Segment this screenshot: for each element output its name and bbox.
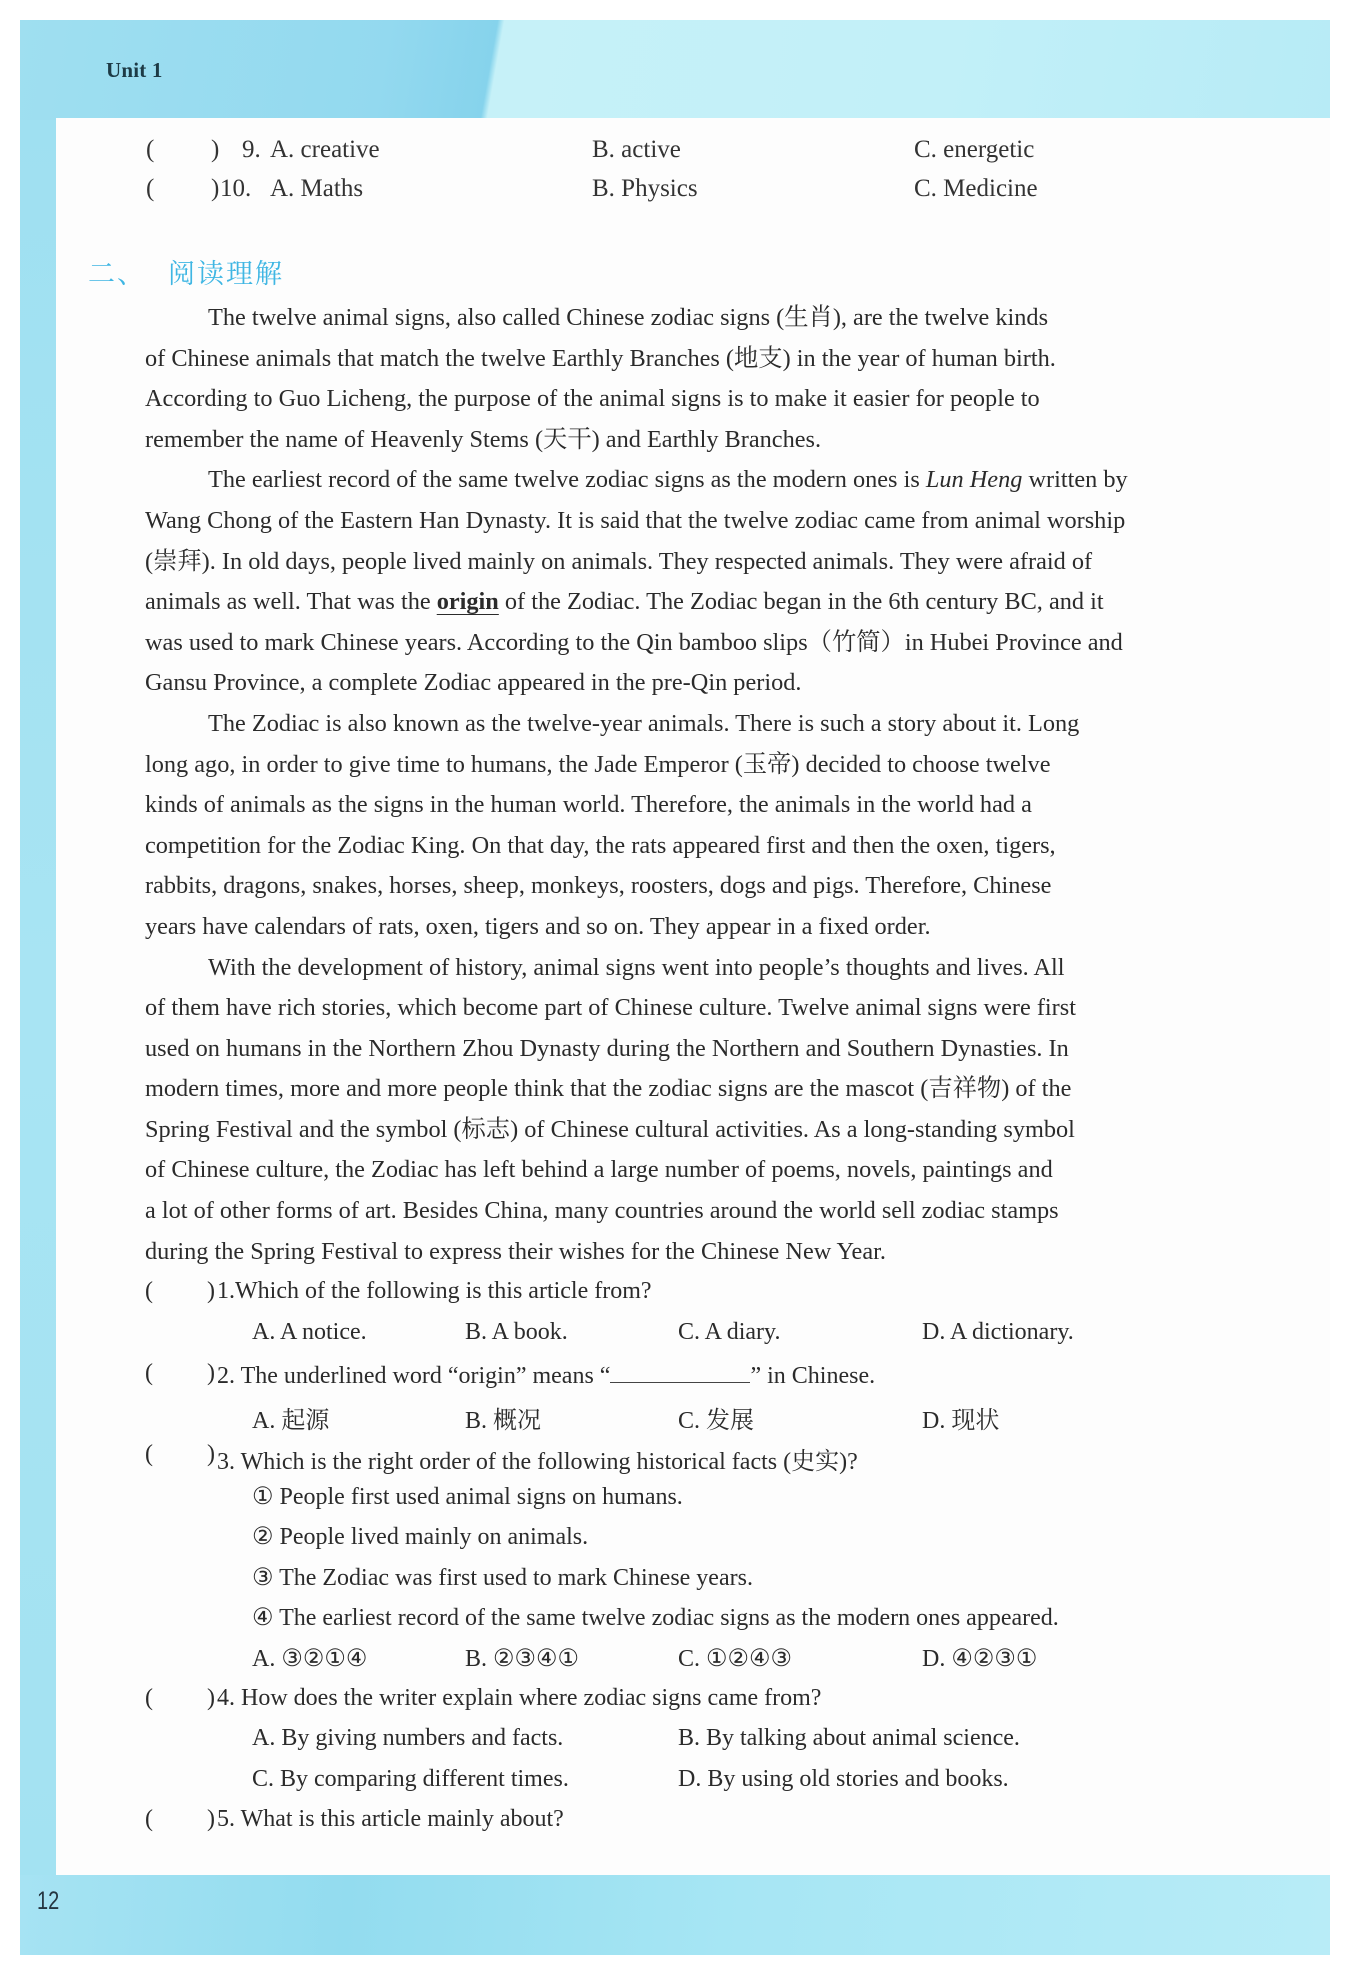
question-prompt: How does the writer explain where zodiac signs came from?: [241, 1685, 822, 1711]
option-b[interactable]: B. 概况: [465, 1408, 542, 1434]
answer-paren-right[interactable]: ): [207, 1278, 215, 1304]
fill-in-blank: [610, 1360, 750, 1383]
passage-line: According to Guo Licheng, the purpose of the animal signs is to make it easier for people to: [145, 385, 1040, 413]
answer-paren-left[interactable]: (: [145, 1441, 153, 1467]
fact-2: ② People lived mainly on animals.: [252, 1524, 589, 1550]
question-prompt: Which of the following is this article from?: [235, 1278, 652, 1304]
answer-paren-left[interactable]: (: [146, 175, 155, 202]
passage-line: was used to mark Chinese years. According to the Qin bamboo slips（竹简）in Hubei Province and: [145, 628, 1123, 656]
question-text: [217, 1685, 821, 1712]
question-text: [217, 1806, 564, 1833]
fact-1: ① People first used animal signs on humans.: [252, 1484, 683, 1510]
question-number: 2.: [217, 1363, 235, 1389]
answer-paren-right[interactable]: ): [207, 1360, 215, 1386]
fact-4: ④ The earliest record of the same twelve zodiac signs as the modern ones appeared.: [252, 1605, 1059, 1631]
passage-line: Wang Chong of the Eastern Han Dynasty. It is said that the twelve zodiac came from animal worship: [145, 506, 1126, 534]
answer-paren-right[interactable]: ): [207, 1441, 215, 1467]
answer-paren-left[interactable]: (: [145, 1360, 153, 1386]
text-run: The earliest record of the same twelve zodiac signs as the modern ones is: [208, 466, 926, 494]
section-title: 阅读理解: [168, 259, 284, 290]
passage-line: The Zodiac is also known as the twelve-year animals. There is such a story about it. Long: [208, 709, 1080, 737]
passage-line: With the development of history, animal signs went into people’s thoughts and lives. All: [208, 953, 1065, 981]
answer-paren-right[interactable]: ): [211, 175, 220, 202]
passage-line: of Chinese animals that match the twelve Earthly Branches (地支) in the year of human birth.: [145, 344, 1056, 372]
question-3: [145, 1441, 1245, 1481]
question-prompt-end: ” in Chinese.: [750, 1363, 876, 1389]
option-b[interactable]: B. By talking about animal science.: [678, 1725, 1020, 1751]
question-prompt: Which is the right order of the following historical facts (史实)?: [240, 1449, 858, 1475]
question-prompt: The underlined word “origin” means “: [240, 1363, 611, 1389]
passage-line: Gansu Province, a complete Zodiac appeared in the pre-Qin period.: [145, 669, 802, 697]
text-run: of the Zodiac. The Zodiac began in the 6th century BC, and it: [498, 588, 1104, 616]
option-b[interactable]: B. A book.: [465, 1319, 568, 1345]
passage-line: years have calendars of rats, oxen, tigers and so on. They appear in a fixed order.: [145, 912, 931, 940]
passage-line: a lot of other forms of art. Besides China, many countries around the world sell zodiac stamps: [145, 1197, 1059, 1225]
question-text: [217, 1278, 652, 1305]
question-number: 4.: [217, 1685, 235, 1711]
option-c[interactable]: C. ①②④③: [678, 1646, 793, 1672]
option-c: C. energetic: [914, 136, 1035, 163]
page-number: 12: [37, 1887, 60, 1915]
text-run: written by: [1022, 466, 1128, 494]
question-number: 1.: [217, 1278, 235, 1304]
passage-line: Spring Festival and the symbol (标志) of Chinese cultural activities. As a long-standing symbol: [145, 1115, 1075, 1143]
option-d[interactable]: D. ④②③①: [922, 1646, 1038, 1672]
question-text: [217, 1441, 858, 1476]
answer-paren-right[interactable]: ): [211, 136, 220, 163]
left-margin-band: [20, 120, 56, 1875]
option-c[interactable]: C. 发展: [678, 1408, 755, 1434]
question-2: [145, 1360, 1245, 1400]
question-4: [145, 1685, 1245, 1725]
option-c[interactable]: C. By comparing different times.: [252, 1766, 569, 1792]
option-b: B. active: [592, 136, 681, 163]
question-5: [145, 1806, 1245, 1846]
reading-passage: [145, 298, 1225, 1272]
option-d[interactable]: D. A dictionary.: [922, 1319, 1074, 1345]
option-d[interactable]: D. By using old stories and books.: [678, 1766, 1009, 1792]
option-a[interactable]: A. A notice.: [252, 1319, 367, 1345]
fact-3: ③ The Zodiac was first used to mark Chinese years.: [252, 1565, 753, 1591]
question-text: [217, 1360, 875, 1390]
passage-line: [145, 582, 1225, 623]
answer-paren-left[interactable]: (: [145, 1278, 153, 1304]
option-b[interactable]: B. ②③④①: [465, 1646, 580, 1672]
passage-line: [145, 460, 1225, 501]
footer-band: [20, 1875, 1330, 1955]
passage-line: kinds of animals as the signs in the human world. Therefore, the animals in the world had a: [145, 791, 1032, 819]
header-band: [20, 20, 1330, 120]
option-a[interactable]: A. ③②①④: [252, 1646, 368, 1672]
option-d[interactable]: D. 现状: [922, 1408, 1000, 1434]
option-a: A. creative: [270, 136, 380, 163]
passage-line: competition for the Zodiac King. On that day, the rats appeared first and then the oxen, tigers,: [145, 831, 1056, 859]
question-number: 5.: [217, 1806, 235, 1832]
section-number: 二、: [88, 259, 146, 290]
book-title: Lun Heng: [925, 466, 1023, 494]
passage-line: of Chinese culture, the Zodiac has left behind a large number of poems, novels, paintings and: [145, 1156, 1053, 1184]
option-a[interactable]: A. By giving numbers and facts.: [252, 1725, 564, 1751]
option-b: B. Physics: [592, 175, 698, 202]
passage-line: remember the name of Heavenly Stems (天干) and Earthly Branches.: [145, 425, 822, 453]
answer-paren-left[interactable]: (: [146, 136, 155, 163]
passage-line: rabbits, dragons, snakes, horses, sheep, monkeys, roosters, dogs and pigs. Therefore, Chinese: [145, 872, 1052, 900]
option-c[interactable]: C. A diary.: [678, 1319, 781, 1345]
option-a: A. Maths: [270, 175, 364, 202]
answer-paren-right[interactable]: ): [207, 1806, 215, 1832]
option-c: C. Medicine: [914, 175, 1038, 202]
underlined-word: origin: [436, 588, 499, 616]
unit-label: Unit 1: [106, 58, 163, 82]
text-run: animals as well. That was the: [145, 588, 437, 616]
question-number: 10.: [220, 175, 252, 202]
passage-line: long ago, in order to give time to humans, the Jade Emperor (玉帝) decided to choose twelve: [145, 750, 1051, 778]
passage-line: (崇拜). In old days, people lived mainly on animals. They respected animals. They were afraid of: [145, 547, 1093, 575]
section-heading: [88, 252, 284, 291]
question-number: 9.: [242, 136, 261, 163]
passage-line: used on humans in the Northern Zhou Dynasty during the Northern and Southern Dynasties. In: [145, 1034, 1069, 1062]
passage-line: during the Spring Festival to express their wishes for the Chinese New Year.: [145, 1237, 886, 1265]
question-1: [145, 1278, 1245, 1318]
question-number: 3.: [217, 1449, 235, 1475]
passage-line: of them have rich stories, which become part of Chinese culture. Twelve animal signs were first: [145, 994, 1076, 1022]
answer-paren-right[interactable]: ): [207, 1685, 215, 1711]
question-prompt: What is this article mainly about?: [240, 1806, 564, 1832]
answer-paren-left[interactable]: (: [145, 1806, 153, 1832]
passage-line: The twelve animal signs, also called Chinese zodiac signs (生肖), are the twelve kinds: [208, 304, 1049, 331]
answer-paren-left[interactable]: (: [145, 1685, 153, 1711]
passage-line: modern times, more and more people think that the zodiac signs are the mascot (吉祥物) of the: [145, 1075, 1072, 1103]
